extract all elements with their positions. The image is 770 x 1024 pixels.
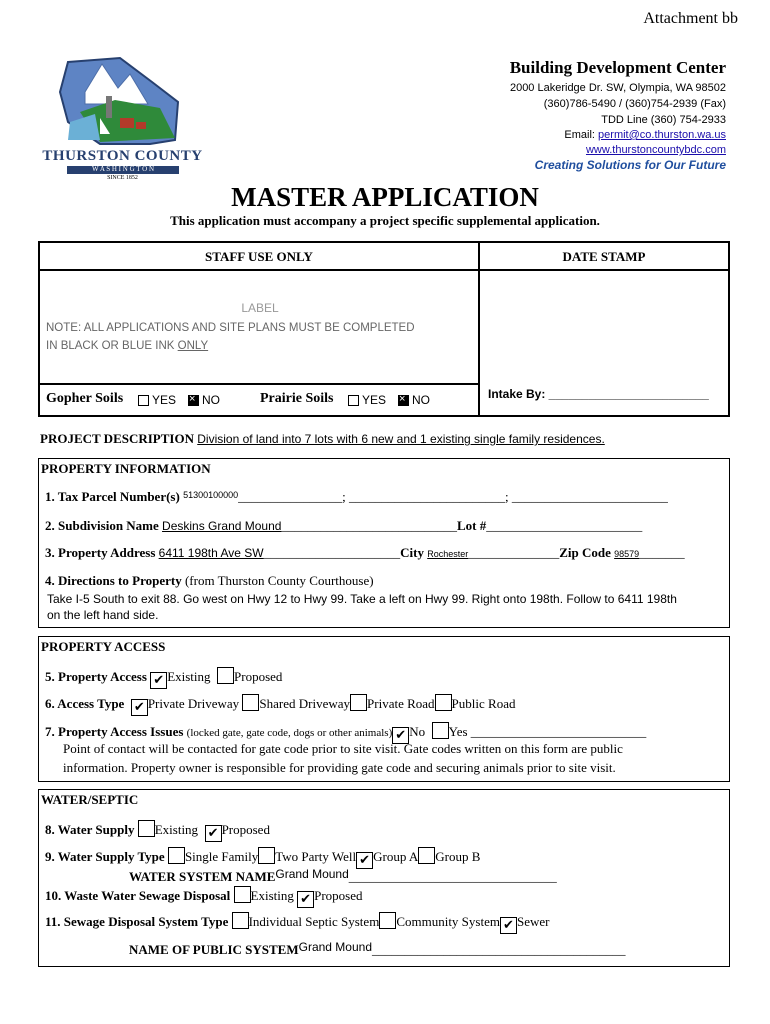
- date-stamp-heading: DATE STAMP: [480, 243, 728, 271]
- water-system-name-blanks: ________________________________: [348, 869, 557, 884]
- single-family-checkbox[interactable]: [168, 847, 185, 864]
- city-blanks: ______________: [468, 545, 560, 560]
- logo-since: SINCE 1852: [107, 175, 138, 181]
- water-septic-title: WATER/SEPTIC: [41, 792, 139, 807]
- email-label: Email:: [564, 129, 599, 141]
- directions-row: [45, 573, 374, 589]
- access-type-label: 6. Access Type: [45, 696, 125, 711]
- soils-divider: [40, 383, 480, 385]
- gopher-soils-label: Gopher Soils: [46, 391, 124, 406]
- shared-driveway-checkbox[interactable]: [242, 694, 259, 711]
- access-issues-yes-field[interactable]: ___________________________: [470, 724, 647, 739]
- staff-use-panel: [40, 243, 480, 415]
- subdivision-row: [45, 518, 642, 534]
- gopher-yes-option[interactable]: [138, 393, 176, 407]
- waste-proposed-label: Proposed: [314, 888, 363, 903]
- county-logo: [40, 52, 205, 187]
- property-access-section: [38, 636, 730, 782]
- tax-parcel-label: 1. Tax Parcel Number(s): [45, 489, 180, 504]
- address-row: [45, 545, 685, 561]
- gopher-no-label: NO: [202, 393, 220, 407]
- water-system-name-label: WATER SYSTEM NAME: [129, 869, 276, 884]
- access-issues-yes-checkbox[interactable]: [432, 722, 449, 739]
- access-issues-suffix: (locked gate, gate code, dogs or other animals): [186, 727, 393, 739]
- center-website-line: [586, 142, 726, 158]
- waste-water-label: 10. Waste Water Sewage Disposal: [45, 888, 231, 903]
- sewage-disposal-row: [45, 912, 549, 934]
- prairie-yes-checkbox[interactable]: [348, 395, 359, 406]
- center-phone-fax: (360)786-5490 / (360)754-2939 (Fax): [543, 98, 726, 110]
- water-supply-type-label: 9. Water Supply Type: [45, 849, 165, 864]
- directions-suffix: (from Thurston County Courthouse): [184, 573, 374, 588]
- center-email-line: [564, 127, 726, 143]
- public-system-label: NAME OF PUBLIC SYSTEM: [129, 942, 299, 957]
- staff-use-box: [38, 241, 730, 417]
- individual-septic-label: Individual Septic System: [248, 914, 380, 929]
- private-driveway-checkbox[interactable]: ✔: [131, 699, 148, 716]
- shared-driveway-label: Shared Driveway: [259, 696, 351, 711]
- waste-existing-checkbox[interactable]: [234, 886, 251, 903]
- gopher-yes-label: YES: [152, 393, 177, 407]
- public-system-field[interactable]: Grand Mound: [298, 940, 373, 954]
- water-supply-label: 8. Water Supply: [45, 822, 135, 837]
- address-field[interactable]: 6411 198th Ave SW: [158, 546, 264, 560]
- group-a-checkbox[interactable]: ✔: [356, 852, 373, 869]
- property-access-label: 5. Property Access: [45, 669, 147, 684]
- logo-state: W A S H I N G T O N: [91, 165, 155, 173]
- public-road-label: Public Road: [451, 696, 516, 711]
- sewage-disposal-label: 11. Sewage Disposal System Type: [45, 914, 229, 929]
- water-existing-checkbox[interactable]: [138, 820, 155, 837]
- email-link[interactable]: permit@co.thurston.wa.us: [598, 129, 726, 141]
- waste-water-row: [45, 886, 363, 908]
- center-address: 2000 Lakeridge Dr. SW, Olympia, WA 98502: [509, 82, 726, 94]
- access-issues-no-label: No: [409, 724, 426, 739]
- subdivision-blanks: ___________________________: [281, 518, 457, 533]
- private-road-checkbox[interactable]: [350, 694, 367, 711]
- access-existing-label: Existing: [167, 669, 211, 684]
- ink-note-line1: NOTE: ALL APPLICATIONS AND SITE PLANS MUST BE COMPLETED: [46, 322, 415, 334]
- water-system-name-field[interactable]: Grand Mound: [275, 867, 349, 881]
- address-blanks: _____________________: [263, 545, 401, 560]
- prairie-no-option[interactable]: [398, 393, 430, 407]
- logo-county-name: THURSTON COUNTY: [42, 148, 203, 164]
- city-label: City: [400, 545, 424, 560]
- zip-field[interactable]: 98579: [614, 549, 640, 559]
- waste-existing-label: Existing: [250, 888, 294, 903]
- center-tdd: TDD Line (360) 754-2933: [601, 114, 726, 126]
- zip-blanks: _______: [639, 545, 685, 560]
- project-description-field[interactable]: Division of land into 7 lots with 6 new and 1 existing single family residences.: [197, 432, 605, 446]
- water-existing-label: Existing: [154, 822, 199, 837]
- waste-proposed-checkbox[interactable]: ✔: [297, 891, 314, 908]
- gopher-no-checkbox[interactable]: [188, 395, 199, 406]
- tax-parcel-row: [45, 489, 668, 505]
- access-type-row: [45, 694, 515, 716]
- directions-line2: on the left hand side.: [47, 608, 159, 622]
- access-proposed-checkbox[interactable]: [217, 667, 234, 684]
- gopher-no-option[interactable]: [188, 393, 220, 407]
- zip-label: Zip Code: [559, 545, 611, 560]
- gate-code-note-line1: Point of contact will be contacted for gate code prior to site visit. Gate codes written on this form are public: [63, 741, 623, 756]
- address-label: 3. Property Address: [45, 545, 156, 560]
- logo-state-bar: [67, 166, 179, 174]
- tax-parcel-blanks[interactable]: ________________; ________________________; ________________________: [238, 489, 668, 504]
- directions-label: 4. Directions to Property: [45, 573, 182, 588]
- access-issues-no-checkbox[interactable]: ✔: [392, 727, 409, 744]
- lot-field[interactable]: ________________________: [486, 518, 643, 533]
- project-description-label: PROJECT DESCRIPTION: [40, 431, 194, 446]
- access-proposed-label: Proposed: [234, 669, 283, 684]
- property-access-row: [45, 667, 282, 689]
- private-driveway-label: Private Driveway: [147, 696, 240, 711]
- page-subtitle: This application must accompany a project specific supplemental application.: [170, 213, 600, 228]
- gate-code-note-line2: information. Property owner is responsible for providing gate code and securing animals prior to site visit.: [63, 760, 616, 775]
- public-system-blanks: _______________________________________: [372, 942, 626, 957]
- subdivision-label: 2. Subdivision Name: [45, 518, 159, 533]
- two-party-well-checkbox[interactable]: [258, 847, 275, 864]
- prairie-yes-label: YES: [362, 393, 387, 407]
- water-proposed-label: Proposed: [221, 822, 270, 837]
- sewer-checkbox[interactable]: ✔: [500, 917, 517, 934]
- group-a-label: Group A: [373, 849, 419, 864]
- access-issues-label: 7. Property Access Issues: [45, 724, 184, 739]
- gopher-yes-checkbox[interactable]: [138, 395, 149, 406]
- water-septic-section: [38, 789, 730, 967]
- ink-note-only: ONLY: [177, 340, 209, 352]
- single-family-label: Single Family: [184, 849, 259, 864]
- city-field[interactable]: Rochester: [427, 549, 469, 559]
- property-information-title: PROPERTY INFORMATION: [41, 461, 211, 476]
- public-road-checkbox[interactable]: [435, 694, 452, 711]
- lot-label: Lot #: [456, 518, 487, 533]
- prairie-soils-label: Prairie Soils: [260, 391, 334, 406]
- directions-field[interactable]: [47, 591, 677, 623]
- public-system-row: [129, 940, 626, 958]
- property-information-section: [38, 458, 730, 628]
- sewer-label: Sewer: [516, 914, 550, 929]
- ink-note-line2: [46, 337, 415, 355]
- two-party-well-label: Two Party Well: [275, 849, 357, 864]
- access-issues-yes-label: Yes: [448, 724, 468, 739]
- property-access-title: PROPERTY ACCESS: [41, 639, 166, 654]
- prairie-no-label: NO: [412, 393, 430, 407]
- label-placeholder: LABEL: [241, 301, 279, 315]
- intake-by-field[interactable]: Intake By: ________________________: [488, 387, 709, 401]
- page-title: MASTER APPLICATION: [231, 182, 539, 212]
- water-supply-row: [45, 820, 270, 842]
- water-system-name-row: [129, 867, 557, 885]
- center-name: Building Development Center: [509, 58, 726, 77]
- attachment-label: Attachment bb: [643, 10, 738, 27]
- community-system-label: Community System: [396, 914, 500, 929]
- ink-note-line2-prefix: IN BLACK OR BLUE INK: [46, 340, 178, 352]
- staff-use-heading: STAFF USE ONLY: [40, 243, 478, 271]
- tagline: Creating Solutions for Our Future: [534, 158, 726, 172]
- access-existing-checkbox[interactable]: ✔: [150, 672, 167, 689]
- subdivision-field[interactable]: Deskins Grand Mound: [162, 519, 282, 533]
- water-proposed-checkbox[interactable]: ✔: [205, 825, 222, 842]
- ink-note: [46, 319, 415, 355]
- group-b-label: Group B: [435, 849, 481, 864]
- group-b-checkbox[interactable]: [418, 847, 435, 864]
- community-system-checkbox[interactable]: [379, 912, 396, 929]
- private-road-label: Private Road: [367, 696, 435, 711]
- individual-septic-checkbox[interactable]: [232, 912, 249, 929]
- project-description-row: [40, 431, 717, 447]
- directions-line1: Take I-5 South to exit 88. Go west on Hwy 12 to Hwy 99. Take a left on Hwy 99. Right onto 198th. Follow to 6411 198th: [47, 592, 677, 606]
- tax-parcel-field[interactable]: 51300100000: [183, 490, 239, 500]
- prairie-no-checkbox[interactable]: [398, 395, 409, 406]
- water-supply-type-row: [45, 847, 480, 869]
- prairie-yes-option[interactable]: [348, 393, 386, 407]
- website-link[interactable]: www.thurstoncountybdc.com: [585, 144, 726, 156]
